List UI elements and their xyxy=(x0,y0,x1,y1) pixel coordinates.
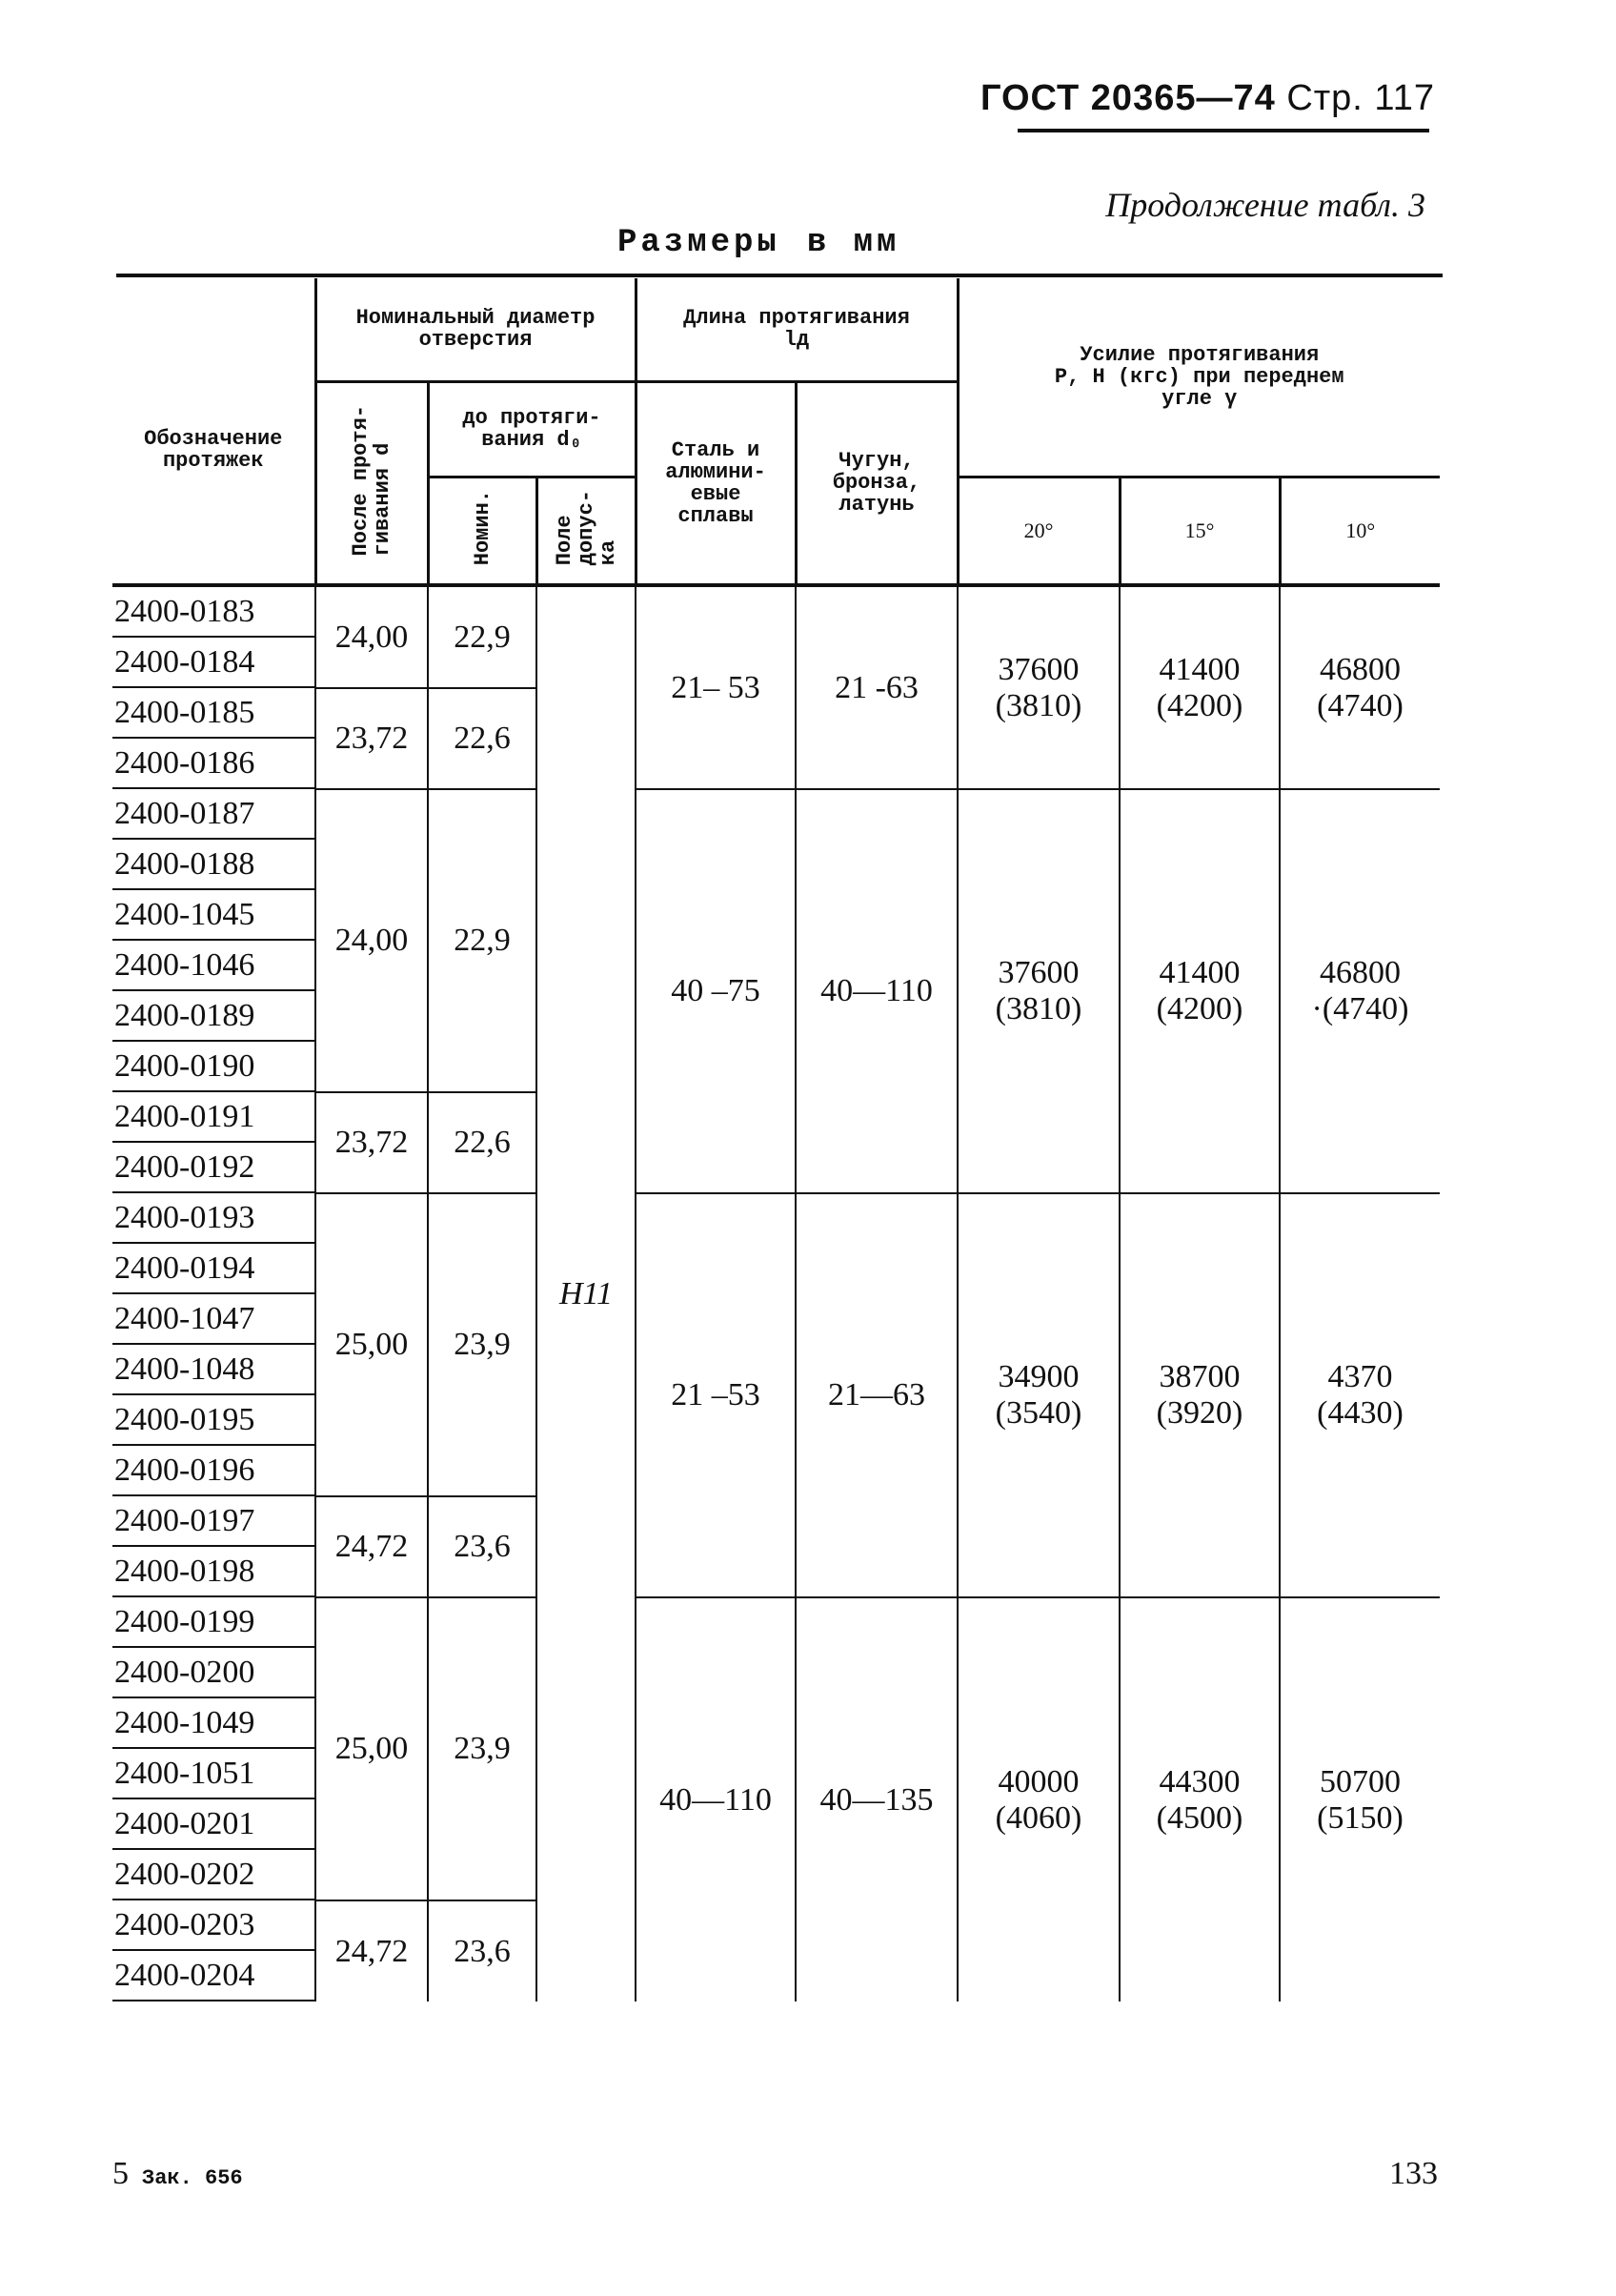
header-steel: Сталь и алюмини- евые сплавы xyxy=(636,381,796,583)
after-diameter-cell: 24,72 xyxy=(315,1496,428,1597)
footer-left xyxy=(112,2156,243,2192)
designation-cell: 2400-1045 xyxy=(112,890,315,941)
force-15-cell: 44300 (4500) xyxy=(1120,1597,1280,2001)
table-top-rule xyxy=(116,274,1443,277)
cast-length-cell: 21—63 xyxy=(796,1193,958,1597)
footer-order: Зак. 656 xyxy=(142,2166,243,2190)
units-caption xyxy=(617,225,899,261)
designation-cell: 2400-0198 xyxy=(112,1547,315,1597)
designation-cell: 2400-0189 xyxy=(112,991,315,1042)
force-15-cell: 41400 (4200) xyxy=(1120,789,1280,1193)
force-15-cell: 41400 (4200) xyxy=(1120,585,1280,789)
designation-cell: 2400-0188 xyxy=(112,840,315,890)
designation-cell: 2400-0190 xyxy=(112,1042,315,1092)
force-20-cell: 37600 (3810) xyxy=(958,585,1120,789)
cast-length-cell: 40—135 xyxy=(796,1597,958,2001)
header-before-diameter: до протяги- вания d₀ xyxy=(428,381,636,477)
nominal-before-cell: 23,9 xyxy=(428,1193,536,1496)
header-force: Усилие протягивания P, Н (кгс) при переднем угле γ xyxy=(958,278,1440,477)
standard-number: ГОСТ 20365—74 xyxy=(980,78,1276,118)
table-continuation: Продолжение табл. 3 xyxy=(1105,186,1425,224)
designation-cell: 2400-0202 xyxy=(112,1850,315,1900)
units-prefix: Размеры xyxy=(617,225,780,261)
force-10-cell: 50700 (5150) xyxy=(1280,1597,1440,2001)
designation-cell: 2400-0186 xyxy=(112,739,315,789)
steel-length-cell: 40 –75 xyxy=(636,789,796,1193)
force-20-cell: 34900 (3540) xyxy=(958,1193,1120,1597)
designation-cell: 2400-1048 xyxy=(112,1345,315,1395)
designation-cell: 2400-0203 xyxy=(112,1900,315,1951)
table-row xyxy=(112,1597,1440,1648)
table-row xyxy=(112,585,1440,638)
force-20-cell: 40000 (4060) xyxy=(958,1597,1120,2001)
designation-cell: 2400-1046 xyxy=(112,941,315,991)
force-10-cell: 46800 ·(4740) xyxy=(1280,789,1440,1193)
force-15-cell: 38700 (3920) xyxy=(1120,1193,1280,1597)
table-body xyxy=(112,585,1440,2001)
header-angle-20: 20° xyxy=(958,477,1120,583)
table-row xyxy=(112,789,1440,840)
force-10-cell: 4370 (4430) xyxy=(1280,1193,1440,1597)
table-row xyxy=(112,1193,1440,1244)
steel-length-cell: 40—110 xyxy=(636,1597,796,2001)
after-diameter-cell: 24,72 xyxy=(315,1900,428,2001)
after-diameter-cell: 24,00 xyxy=(315,789,428,1092)
designation-cell: 2400-0194 xyxy=(112,1244,315,1294)
header-length: Длина протягивания lд xyxy=(636,278,958,381)
designation-cell: 2400-0199 xyxy=(112,1597,315,1648)
nominal-before-cell: 22,9 xyxy=(428,789,536,1092)
tolerance-cell: H11 xyxy=(536,585,636,2001)
header-designation: Обозначение протяжек xyxy=(144,427,283,473)
force-10-cell: 46800 (4740) xyxy=(1280,585,1440,789)
designation-cell: 2400-0196 xyxy=(112,1446,315,1496)
after-diameter-cell: 23,72 xyxy=(315,1092,428,1193)
nominal-before-cell: 22,6 xyxy=(428,688,536,789)
steel-length-cell: 21 –53 xyxy=(636,1193,796,1597)
steel-length-cell: 21– 53 xyxy=(636,585,796,789)
header-after-diameter: После протя- гивания d xyxy=(315,381,428,583)
after-diameter-cell: 24,00 xyxy=(315,585,428,688)
force-20-cell: 37600 (3810) xyxy=(958,789,1120,1193)
header-nominal-diameter: Номинальный диаметр отверстия xyxy=(315,278,636,381)
designation-cell: 2400-0201 xyxy=(112,1799,315,1850)
header-cast-iron: Чугун, бронза, латунь xyxy=(796,381,958,583)
designation-cell: 2400-0197 xyxy=(112,1496,315,1547)
designation-cell: 2400-1047 xyxy=(112,1294,315,1345)
page-header xyxy=(980,78,1435,119)
cast-length-cell: 21 -63 xyxy=(796,585,958,789)
header-angle-10: 10° xyxy=(1280,477,1440,583)
page-label: Стр. 117 xyxy=(1286,78,1435,118)
after-diameter-cell: 23,72 xyxy=(315,688,428,789)
designation-cell: 2400-0184 xyxy=(112,638,315,688)
header-tolerance: Поле допус- ка xyxy=(536,477,636,583)
nominal-before-cell: 23,6 xyxy=(428,1496,536,1597)
footer-sheet-number: 5 xyxy=(112,2156,129,2191)
designation-cell: 2400-0183 xyxy=(112,585,315,638)
designation-cell: 2400-1049 xyxy=(112,1698,315,1749)
designation-cell: 2400-0187 xyxy=(112,789,315,840)
after-diameter-cell: 25,00 xyxy=(315,1193,428,1496)
designation-cell: 2400-0195 xyxy=(112,1395,315,1446)
designation-cell: 2400-0204 xyxy=(112,1951,315,2001)
designation-cell: 2400-1051 xyxy=(112,1749,315,1799)
after-diameter-cell: 25,00 xyxy=(315,1597,428,1900)
header-rule xyxy=(1018,129,1429,132)
designation-cell: 2400-0192 xyxy=(112,1143,315,1193)
dimensions-table xyxy=(112,278,1440,2001)
nominal-before-cell: 23,9 xyxy=(428,1597,536,1900)
nominal-before-cell: 22,9 xyxy=(428,585,536,688)
cast-length-cell: 40—110 xyxy=(796,789,958,1193)
header-angle-15: 15° xyxy=(1120,477,1280,583)
nominal-before-cell: 23,6 xyxy=(428,1900,536,2001)
nominal-before-cell: 22,6 xyxy=(428,1092,536,1193)
designation-cell: 2400-0200 xyxy=(112,1648,315,1698)
designation-cell: 2400-0193 xyxy=(112,1193,315,1244)
units-rest: в мм xyxy=(806,225,900,261)
footer-page-number: 133 xyxy=(1389,2156,1438,2191)
header-nominal: Номин. xyxy=(428,477,536,583)
designation-cell: 2400-0185 xyxy=(112,688,315,739)
designation-cell: 2400-0191 xyxy=(112,1092,315,1143)
